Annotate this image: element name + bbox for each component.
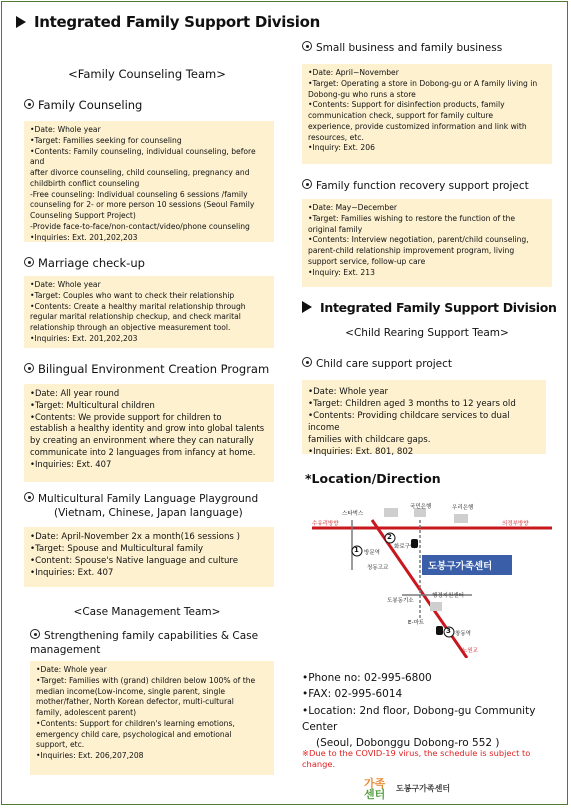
notice-line: change. bbox=[302, 759, 336, 770]
contact-block bbox=[302, 670, 564, 751]
info-line: •Inquiries: Ext. 801, 802 bbox=[308, 447, 414, 458]
bullet-circle-icon bbox=[30, 629, 40, 639]
info-line: •Contents: Create a healthy marital relationship through bbox=[30, 301, 246, 311]
info-line: support, etc. bbox=[36, 740, 85, 750]
exit-number: 3 bbox=[446, 627, 451, 635]
exit-number: 2 bbox=[387, 533, 392, 541]
info-line: •Inquiries: Ext. 201,202,203 bbox=[30, 232, 138, 242]
location-map bbox=[312, 500, 552, 658]
info-line: •Date: May~December bbox=[308, 203, 398, 212]
location-title: *Location/Direction bbox=[305, 471, 441, 486]
info-line: •Target: Spouse and Multicultural family bbox=[30, 544, 204, 555]
info-line: •Date: Whole year bbox=[308, 387, 389, 397]
division-title-text: Integrated Family Support Division bbox=[34, 13, 320, 31]
info-line: •Target: Operating a store in Dobong-gu or A family living in bbox=[308, 78, 538, 88]
map-label: 창동역 bbox=[455, 631, 471, 637]
bullet-circle-icon bbox=[24, 363, 34, 373]
map-label: 방문역 bbox=[364, 550, 380, 556]
covid-notice bbox=[302, 748, 564, 770]
division-title bbox=[16, 13, 320, 31]
map-label: 도봉동기소 bbox=[387, 598, 414, 604]
info-line: Dobong-gu who runs a store bbox=[308, 89, 416, 99]
playground-subtitle: (Vietnam, Chinese, Japan language) bbox=[54, 507, 243, 519]
triangle-icon bbox=[16, 16, 26, 28]
info-line: •Date: All year round bbox=[30, 388, 120, 398]
train-icon bbox=[436, 626, 443, 635]
info-line: parent-child relationship improvement program, living bbox=[308, 246, 515, 256]
info-line: •Inquiries: Ext. 206,207,208 bbox=[36, 751, 144, 761]
triangle-icon bbox=[302, 301, 312, 313]
map-building bbox=[454, 514, 468, 523]
playground-heading bbox=[24, 492, 258, 505]
case-team-label: <Case Management Team> bbox=[73, 606, 221, 618]
map-label: 수유리방향 bbox=[312, 521, 339, 527]
division-title-2-text: Integrated Family Support Division bbox=[320, 300, 557, 315]
small-business-title: Small business and family business bbox=[316, 42, 503, 54]
small-business-heading bbox=[302, 41, 502, 54]
strengthening-box bbox=[30, 661, 274, 775]
info-line: •Target: Couples who want to check their relationship bbox=[30, 290, 235, 300]
bilingual-title: Bilingual Environment Creation Program bbox=[38, 362, 270, 376]
map-label: 국민은행 bbox=[410, 504, 432, 510]
strengthening-heading bbox=[30, 629, 258, 657]
info-line: emergency child care, psychological and emotional bbox=[36, 729, 232, 739]
info-line: after divorce counseling, child counseling, pregnancy and bbox=[30, 168, 250, 178]
info-line: •Contents: We provide support for children to bbox=[30, 411, 222, 422]
location-text-2: Center bbox=[302, 720, 338, 733]
info-line: establish a healthy identity and grow into global talents bbox=[30, 423, 265, 434]
info-line: childbirth conflict counseling bbox=[30, 178, 140, 188]
map-label: 의정부방향 bbox=[502, 521, 529, 527]
info-line: •Date: Whole year bbox=[36, 665, 107, 674]
info-line: original family bbox=[308, 224, 363, 234]
info-line: •Target: Families seeking for counseling bbox=[30, 135, 182, 145]
family-counseling-heading bbox=[24, 98, 142, 112]
info-line: •Date: Whole year bbox=[30, 125, 101, 134]
counseling-team-label: <Family Counseling Team> bbox=[68, 67, 226, 81]
childcare-title: Child care support project bbox=[316, 358, 453, 370]
info-line: •Inquiry: Ext. 206 bbox=[308, 143, 375, 153]
info-line: •Content: Spouse's Native language and culture bbox=[30, 556, 239, 567]
info-line: •Target: Families with (grand) children below 100% of the bbox=[36, 675, 256, 685]
info-line: •Date: April~November bbox=[308, 68, 399, 77]
recovery-heading bbox=[302, 179, 529, 192]
page bbox=[1, 1, 568, 805]
info-line: •Target: Families wishing to restore the function of the bbox=[308, 213, 516, 223]
family-counseling-title: Family Counseling bbox=[38, 98, 143, 112]
bullet-circle-icon bbox=[302, 357, 312, 367]
info-line: communication check, support for family culture bbox=[308, 111, 493, 121]
info-line: •Target: Multicultural children bbox=[30, 399, 155, 410]
info-line: -Free counseling: Individual counseling 6 sessions /family bbox=[30, 189, 248, 199]
info-line: •Inquiry: Ext. 213 bbox=[308, 267, 375, 277]
info-line: •Contents: Interview negotiation, parent/child counseling, bbox=[308, 235, 529, 245]
info-line: median income(Low-income, single parent, single bbox=[36, 686, 226, 696]
info-line: •Inquiries: Ext. 407 bbox=[30, 568, 114, 579]
bullet-circle-icon bbox=[302, 179, 312, 189]
info-line: •Contents: Support for disinfection products, family bbox=[308, 100, 505, 110]
center-logo bbox=[364, 778, 564, 800]
bullet-circle-icon bbox=[24, 257, 34, 267]
bullet-circle-icon bbox=[302, 41, 312, 51]
info-line: regular marital relationship checkup, and check marital bbox=[30, 312, 241, 322]
phone-number: •Phone no: 02-995-6800 bbox=[302, 672, 432, 684]
map-label: 노원교 bbox=[462, 648, 478, 654]
playground-title: Multicultural Family Language Playground bbox=[38, 493, 259, 505]
recovery-title: Family function recovery support project bbox=[316, 180, 529, 192]
logo-text: 도봉구가족센터 bbox=[396, 784, 451, 793]
marriage-heading bbox=[24, 256, 145, 270]
map-label: 화로구이 bbox=[394, 544, 416, 550]
division-title-2 bbox=[302, 300, 557, 315]
map-building bbox=[430, 602, 442, 611]
bilingual-box bbox=[24, 384, 274, 482]
map-label: E-마트 bbox=[408, 620, 425, 626]
logo-mark: 센터 bbox=[364, 788, 386, 801]
address-text: (Seoul, Dobonggu Dobong-ro 552 ) bbox=[316, 737, 500, 750]
map-building bbox=[384, 508, 398, 517]
info-line: counseling for 2- or more person 10 sessions (Seoul Family bbox=[30, 200, 255, 210]
info-line: •Inquiries: Ext. 407 bbox=[30, 458, 112, 469]
map-center-label: 도봉구가족센터 bbox=[428, 561, 493, 572]
map-label: 행정지원센터 bbox=[432, 593, 464, 599]
info-line: Counseling Support Project) bbox=[30, 211, 136, 221]
childcare-heading bbox=[302, 357, 452, 370]
info-line: by creating an environment where they can naturally bbox=[30, 435, 254, 446]
location-text: •Location: 2nd floor, Dobong-gu Community bbox=[302, 704, 536, 717]
info-line: •Date: Whole year bbox=[30, 280, 101, 289]
exit-number: 1 bbox=[354, 546, 359, 554]
strengthening-title-2: management bbox=[30, 644, 101, 657]
info-line: families with childcare gaps. bbox=[308, 435, 431, 446]
map-label: 청동고교 bbox=[367, 565, 389, 571]
info-line: mother/father, North Korean defector, multi-cultural bbox=[36, 697, 234, 707]
fax-number: •FAX: 02-995-6014 bbox=[302, 688, 403, 701]
info-line: relationship through an objective measurement tool. bbox=[30, 323, 231, 333]
recovery-box bbox=[302, 199, 552, 287]
info-line: •Contents: Support for children's learning emotions, bbox=[36, 718, 235, 728]
info-line: communicate into 2 languages from infancy at home. bbox=[30, 446, 256, 457]
playground-box bbox=[24, 527, 274, 587]
family-counseling-box bbox=[24, 121, 274, 242]
info-line: •Date: April-November 2x a month(16 sessions ) bbox=[30, 532, 240, 542]
marriage-box bbox=[24, 276, 274, 348]
info-line: •Contents: Providing childcare services to dual income bbox=[308, 411, 510, 434]
logo-mark: 가족 bbox=[364, 777, 386, 790]
bilingual-heading bbox=[24, 362, 269, 376]
info-line: family, adolescent parent) bbox=[36, 708, 137, 718]
info-line: •Target: Children aged 3 months to 12 years old bbox=[308, 399, 516, 410]
info-line: support service, follow-up care bbox=[308, 256, 426, 266]
info-line: resources, etc. bbox=[308, 132, 364, 142]
bullet-circle-icon bbox=[24, 492, 34, 502]
map-label: 우리은행 bbox=[452, 505, 474, 511]
bullet-circle-icon bbox=[24, 99, 34, 109]
small-business-box bbox=[302, 64, 552, 164]
childcare-box bbox=[302, 380, 546, 458]
notice-line: ※Due to the COVID-19 virus, the schedule is subject to bbox=[302, 748, 531, 758]
rearing-team-label: <Child Rearing Support Team> bbox=[345, 327, 509, 339]
info-line: experience, provide customized information and link with bbox=[308, 121, 527, 131]
map-label: 스타벅스 bbox=[342, 511, 364, 517]
strengthening-title: Strengthening family capabilities & Case bbox=[44, 630, 259, 642]
marriage-title: Marriage check-up bbox=[38, 256, 145, 270]
info-line: -Provide face-to-face/non-contact/video/phone counseling bbox=[30, 222, 250, 232]
info-line: •Inquiries: Ext. 201,202,203 bbox=[30, 333, 138, 343]
info-line: •Contents: Family counseling, individual counseling, before and bbox=[30, 146, 256, 167]
